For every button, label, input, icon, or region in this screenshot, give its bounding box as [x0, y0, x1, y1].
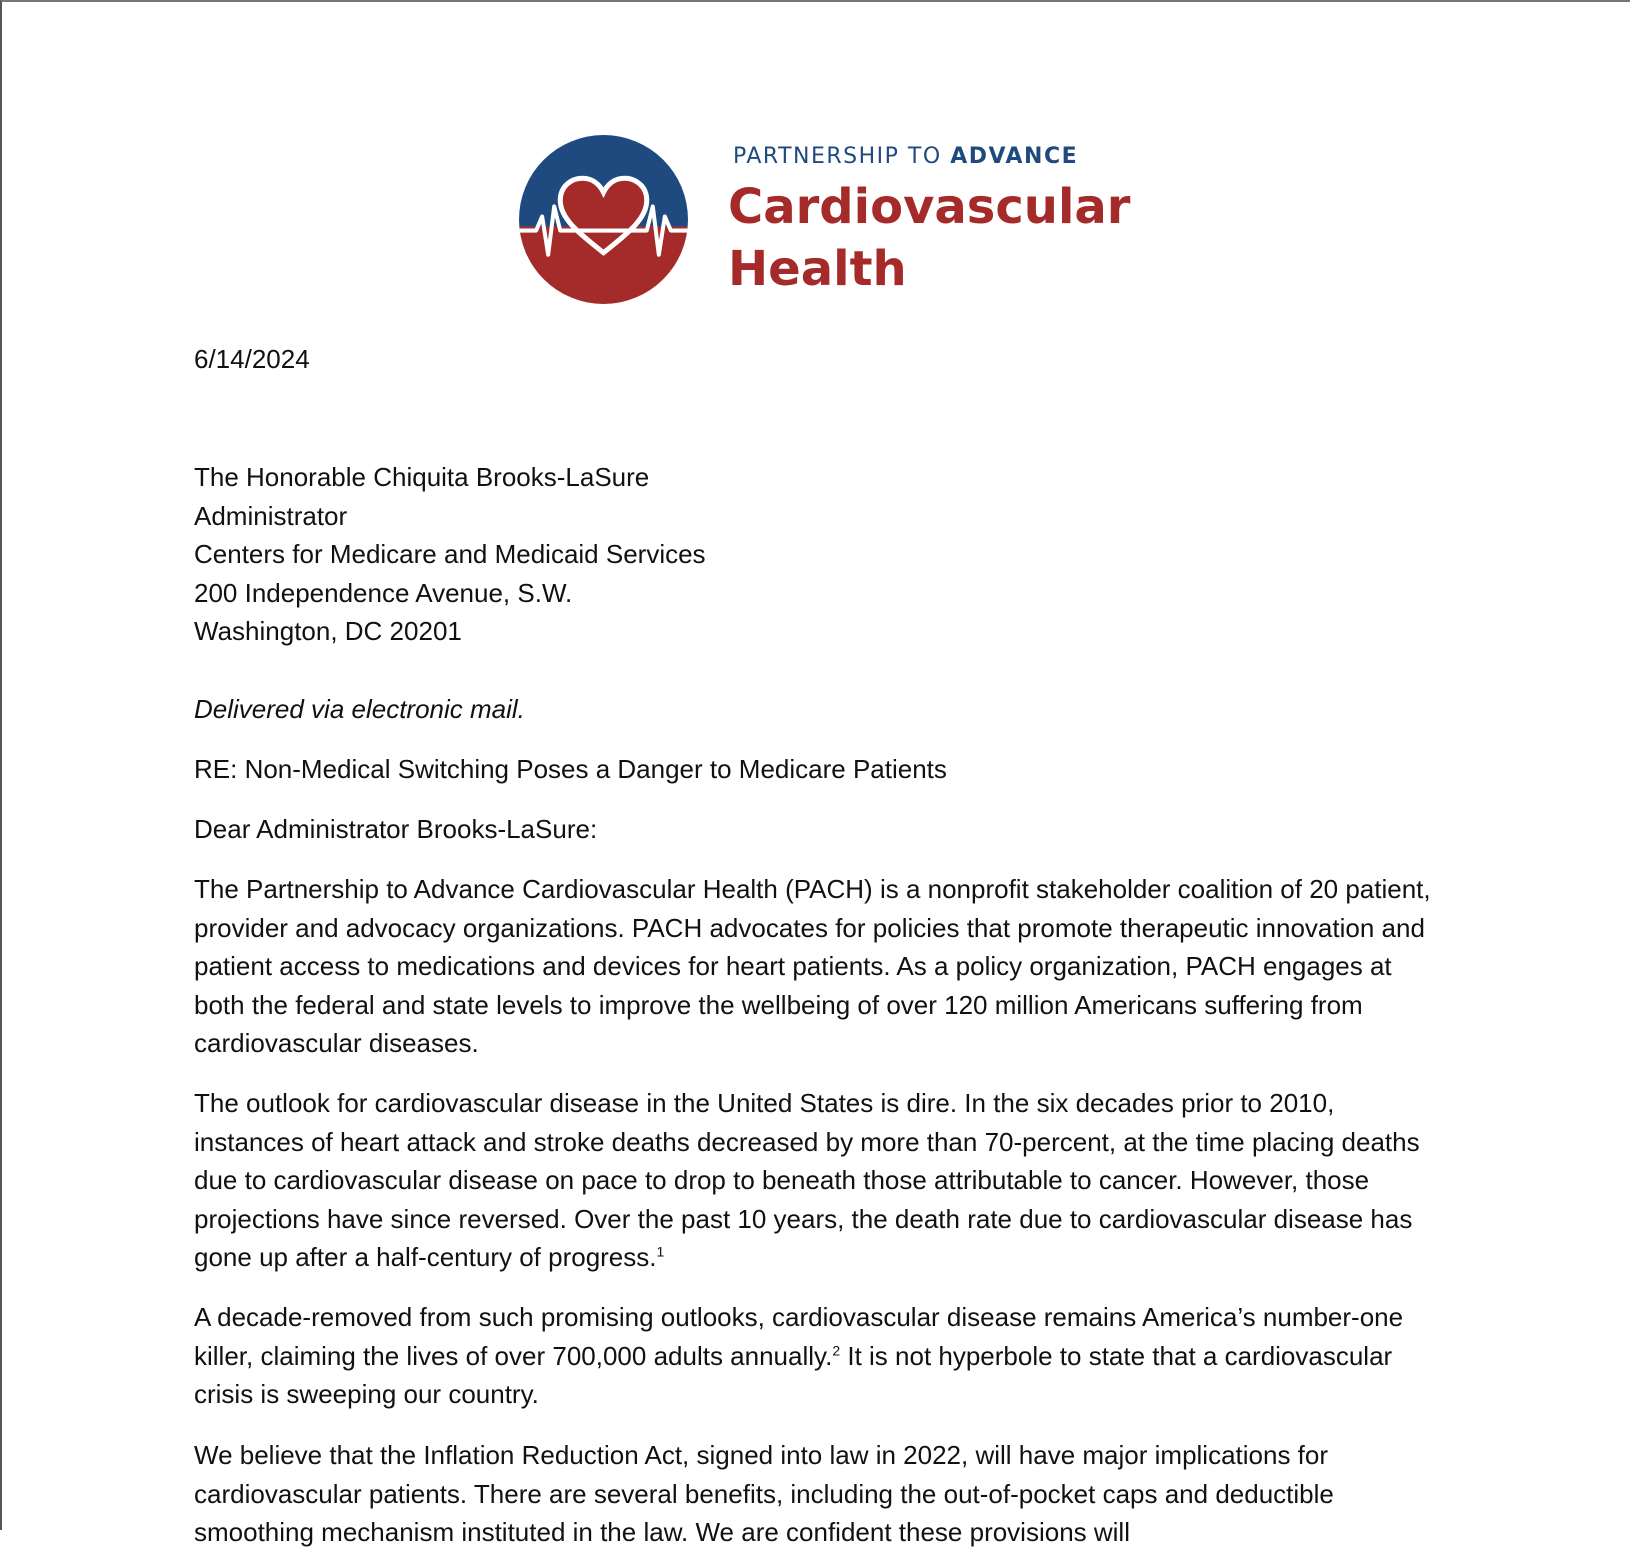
paragraph-3: A decade-removed from such promising outlooks, cardiovascular disease remains America’s number-one killer, claiming the lives of over 700,000 adults annually.$^2$ It is not hyperbole to state that a cardiovascular crisis is sweeping our country. — [194, 1302, 1404, 1409]
logo-wordmark: Cardiovascular Health — [728, 179, 1131, 297]
footnote-marker[interactable]: 2 — [832, 1341, 841, 1358]
footnote-marker[interactable]: 1 — [656, 1243, 665, 1260]
organization-logo — [518, 134, 1131, 309]
recipient-organization: Centers for Medicare and Medicaid Services — [194, 539, 706, 569]
recipient-address — [194, 458, 706, 651]
paragraph-2: The outlook for cardiovascular disease in the United States is dire. In the six decades prior to 2010, instances of heart attack and stroke deaths decreased by more than 70-percent, at the time placing deaths due to cardiovascular disease on pace to drop to beneath those attributable to cancer. However, those projections have since reversed. Over the past 10 years, the death rate due to cardiovascular disease has gone up after a half-century of progress.$^1$ — [194, 1088, 1420, 1272]
recipient-title: Administrator — [194, 500, 348, 531]
subject-line: RE: Non-Medical Switching Poses a Danger to Medicare Patients — [194, 754, 947, 784]
paragraph-4: We believe that the Inflation Reduction Act, signed into law in 2022, will have major implications for cardiovascular patients. There are several benefits, including the out-of-pocket caps and deductible smoothing mechanism instituted in the law. We are confident these provisions will — [194, 1440, 1334, 1547]
recipient-city: Washington, DC 20201 — [194, 616, 462, 646]
delivery-note: Delivered via electronic mail. — [194, 694, 525, 724]
recipient-name: The Honorable Chiquita Brooks-LaSure — [194, 462, 650, 492]
paragraph-1: The Partnership to Advance Cardiovascular Health (PACH) is a nonprofit stakeholder coalition of 20 patient, provider and advocacy organizations. PACH advocates for policies that promote therapeutic innovation and patient access to medications and devices for heart patients. As a policy organization, PACH engages at both the federal and state levels to improve the wellbeing of over 120 million Americans suffering from cardiovascular diseases. — [194, 874, 1431, 1058]
salutation: Dear Administrator Brooks-LaSure: — [194, 814, 598, 844]
heart-pulse-icon — [518, 134, 689, 305]
letter-date: 6/14/2024 — [194, 344, 310, 374]
logo-tagline: PARTNERSHIP TO ADVANCE — [733, 144, 1079, 169]
recipient-street: 200 Independence Avenue, S.W. — [194, 577, 573, 608]
